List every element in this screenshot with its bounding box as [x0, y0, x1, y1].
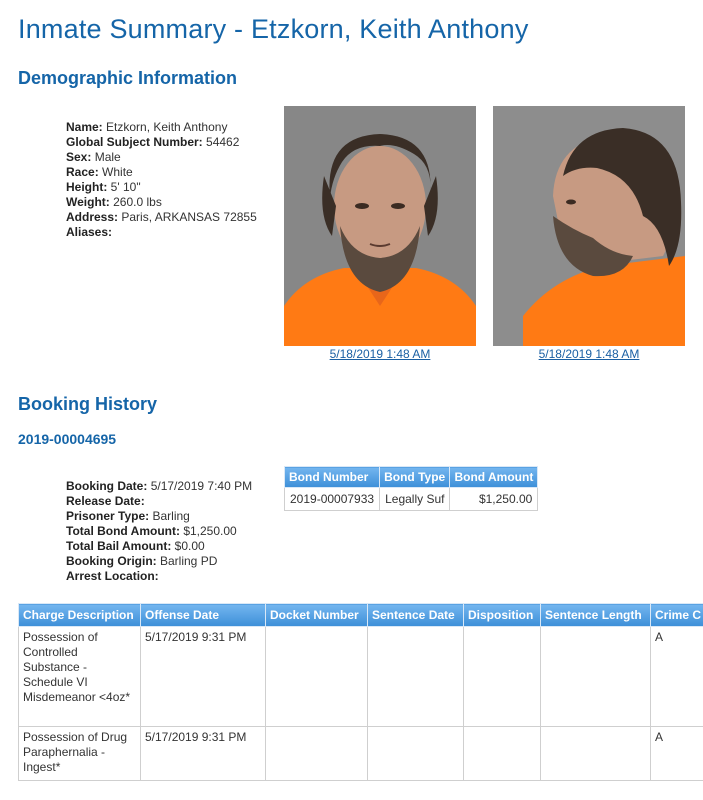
profile-photo-timestamp-link[interactable]: 5/18/2019 1:48 AM — [538, 347, 640, 361]
sentence-date-cell — [368, 627, 464, 727]
offense-date-cell: 5/17/2019 9:31 PM — [141, 727, 266, 781]
field-global-subject-number: Global Subject Number: 54462 — [66, 135, 240, 149]
field-arrest-location: Arrest Location: — [66, 569, 159, 583]
field-height: Height: 5' 10" — [66, 180, 141, 194]
field-aliases: Aliases: — [66, 225, 113, 239]
column-header: Bond Amount — [450, 467, 538, 488]
field-address: Address: Paris, ARKANSAS 72855 — [66, 210, 257, 224]
column-header: Bond Type — [380, 467, 450, 488]
field-name: Name: Etzkorn, Keith Anthony — [66, 120, 228, 134]
crime-class-cell: A — [651, 627, 703, 727]
field-booking-origin: Booking Origin: Barling PD — [66, 554, 218, 568]
charge-description-cell: Possession of Drug Paraphernalia - Ingest* — [19, 727, 141, 781]
mugshot-profile-image[interactable] — [493, 106, 685, 346]
docket-number-cell — [266, 727, 368, 781]
charge-description-cell: Possession of Controlled Substance - Schedule VI Misdemeanor <4oz* — [19, 627, 141, 727]
field-prisoner-type: Prisoner Type: Barling — [66, 509, 190, 523]
bond-table-header — [285, 467, 538, 488]
bond-type-cell: Legally Suf — [380, 488, 450, 511]
disposition-cell — [464, 727, 541, 781]
disposition-cell — [464, 627, 541, 727]
column-header: Crime C — [651, 604, 703, 627]
field-booking-date: Booking Date: 5/17/2019 7:40 PM — [66, 479, 253, 493]
table-row — [285, 488, 538, 511]
charges-table-container[interactable] — [18, 603, 703, 800]
column-header: Bond Number — [285, 467, 380, 488]
field-race: Race: White — [66, 165, 133, 179]
demographic-heading: Demographic Information — [18, 68, 238, 88]
column-header: Offense Date — [141, 604, 266, 627]
booking-number: 2019-00004695 — [18, 431, 117, 447]
docket-number-cell — [266, 627, 368, 727]
field-total-bond-amount: Total Bond Amount: $1,250.00 — [66, 524, 237, 538]
sentence-length-cell — [541, 627, 651, 727]
charges-table-header — [19, 604, 703, 627]
offense-date-cell: 5/17/2019 9:31 PM — [141, 627, 266, 727]
crime-class-cell: A — [651, 727, 703, 781]
booking-info — [66, 479, 252, 584]
column-header: Charge Description — [19, 604, 141, 627]
charges-table — [18, 603, 703, 781]
sentence-date-cell — [368, 727, 464, 781]
column-header: Docket Number — [266, 604, 368, 627]
column-header: Sentence Length — [541, 604, 651, 627]
field-sex: Sex: Male — [66, 150, 121, 164]
field-total-bail-amount: Total Bail Amount: $0.00 — [66, 539, 205, 553]
table-row — [19, 627, 703, 727]
column-header: Sentence Date — [368, 604, 464, 627]
mugshot-front-image[interactable] — [284, 106, 476, 346]
field-weight: Weight: 260.0 lbs — [66, 195, 162, 209]
bond-number-cell: 2019-00007933 — [285, 488, 380, 511]
sentence-length-cell — [541, 727, 651, 781]
booking-history-heading: Booking History — [18, 394, 158, 414]
bond-table — [284, 466, 538, 511]
bond-amount-cell: $1,250.00 — [450, 488, 538, 511]
column-header: Disposition — [464, 604, 541, 627]
demographic-info — [66, 120, 257, 240]
front-photo-timestamp-link[interactable]: 5/18/2019 1:48 AM — [329, 347, 431, 361]
table-row — [19, 727, 703, 781]
page-title: Inmate Summary - Etzkorn, Keith Anthony — [18, 14, 529, 44]
field-release-date: Release Date: — [66, 494, 145, 508]
